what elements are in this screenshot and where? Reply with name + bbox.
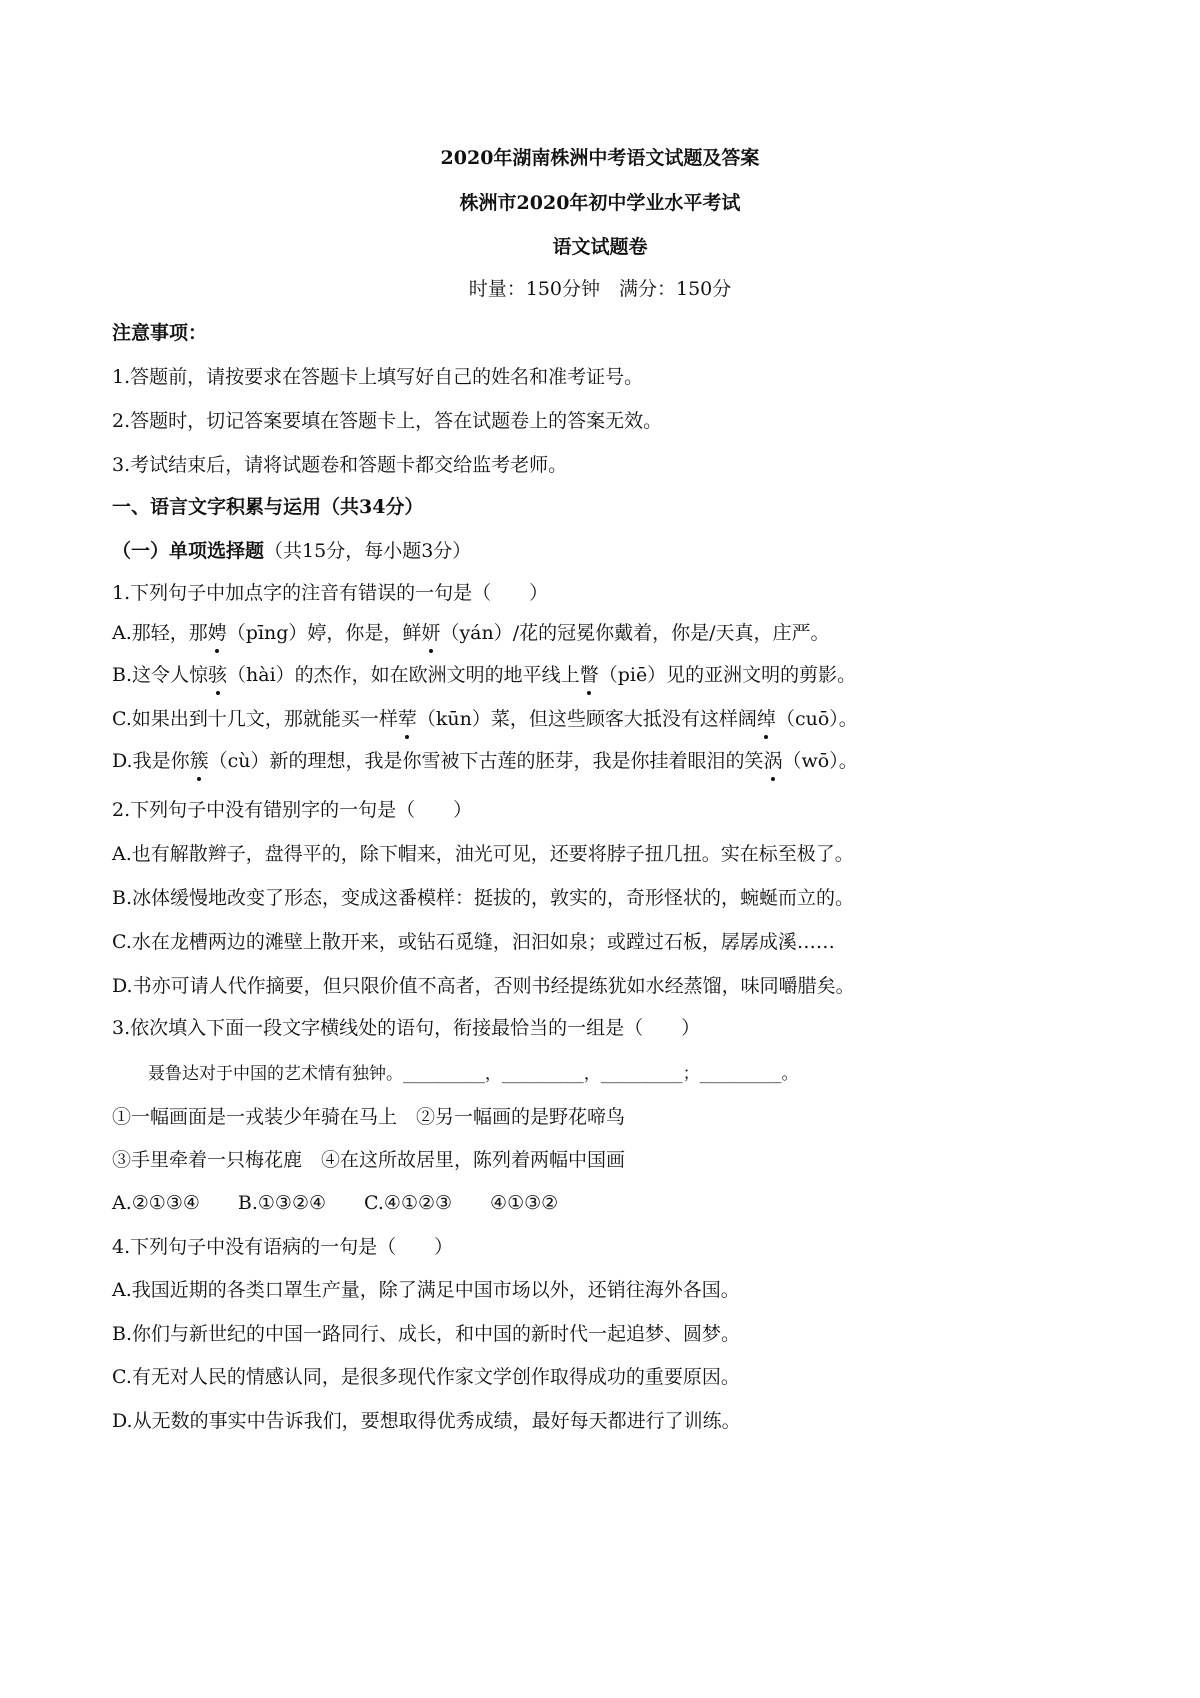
option-text: C.如果出到十几文，那就能买一样 <box>112 708 398 730</box>
dotted-char: 簇 <box>189 750 209 772</box>
part-title-note: （共15分，每小题3分） <box>264 540 472 562</box>
question-1-stem: 1.下列句子中加点字的注音有错误的一句是（ ） <box>112 582 549 604</box>
option-text: （wō）。 <box>782 750 858 772</box>
question-2-option-a: A.也有解散辫子，盘得平的，除下帽来，油光可见，还要将脖子扭几扭。实在标至极了。 <box>112 843 854 865</box>
question-4-option-d: D.从无数的事实中告诉我们，要想取得优秀成绩，最好每天都进行了训练。 <box>112 1410 741 1432</box>
question-4-option-a: A.我国近期的各类口罩生产量，除了满足中国市场以外，还销往海外各国。 <box>112 1279 740 1301</box>
note-item: 2.答题时，切记答案要填在答题卡上，答在试题卷上的答案无效。 <box>112 410 663 432</box>
dotted-char: 瞥 <box>579 664 599 686</box>
option-text: （hài）的杰作，如在欧洲文明的地平线上 <box>227 664 580 686</box>
dotted-char: 绰 <box>756 708 776 730</box>
part-title-label: （一）单项选择题 <box>112 540 265 562</box>
question-2-option-c: C.水在龙槽两边的滩壁上散开来，或钻石觅缝，汩汩如泉；或蹚过石板，孱孱成溪…… <box>112 931 835 953</box>
option-text: B.这令人惊 <box>112 664 209 686</box>
section-title: 一、语言文字积累与运用（共34分） <box>112 496 424 518</box>
note-item: 1.答题前，请按要求在答题卡上填写好自己的姓名和准考证号。 <box>112 366 644 388</box>
option-text: （kūn）菜，但这些顾客大抵没有这样阔 <box>416 708 757 730</box>
dotted-char: 娉 <box>207 622 227 644</box>
question-1-option-a <box>112 620 830 646</box>
question-1-option-c <box>112 706 858 732</box>
part-title <box>112 538 471 564</box>
dotted-char: 涡 <box>763 750 783 772</box>
note-item: 3.考试结束后，请将试题卷和答题卡都交给监考老师。 <box>112 454 568 476</box>
question-3-items: ③手里牵着一只梅花鹿 ④在这所故居里，陈列着两幅中国画 <box>112 1149 626 1171</box>
question-3-stem: 3.依次填入下面一段文字横线处的语句，衔接最恰当的一组是（ ） <box>112 1017 701 1039</box>
option-text: （pīng）婷，你是，鲜 <box>226 622 422 644</box>
dotted-char: 妍 <box>421 622 441 644</box>
question-4-stem: 4.下列句子中没有语病的一句是（ ） <box>112 1236 454 1258</box>
question-4-option-c: C.有无对人民的情感认同，是很多现代作家文学创作取得成功的重要原因。 <box>112 1366 740 1388</box>
question-3-items: ①一幅画面是一戎装少年骑在马上 ②另一幅画的是野花啼鸟 <box>112 1106 626 1128</box>
dotted-char: 骇 <box>208 664 228 686</box>
option-text: （cuō）。 <box>775 708 858 730</box>
question-3-options: A.②①③④ B.①③②④ C.④①②③ ④①③② <box>112 1192 559 1214</box>
option-text: D.我是你 <box>112 750 190 772</box>
option-text: （piē）见的亚洲文明的剪影。 <box>598 664 857 686</box>
option-text: （yán）/花的冠冕你戴着，你是/天真，庄严。 <box>440 622 830 644</box>
exam-subtitle: 株洲市2020年初中学业水平考试 <box>459 192 741 214</box>
option-text: A.那轻，那 <box>112 622 208 644</box>
question-3-passage: 聂鲁达对于中国的艺术情有独钟。________，________，________；________。 <box>148 1064 799 1084</box>
option-text: （cù）新的理想，我是你雪被下古莲的胚芽，我是你挂着眼泪的笑 <box>208 750 764 772</box>
question-2-option-b: B.冰体缓慢地改变了形态，变成这番模样：挺拔的，敦实的，奇形怪状的，蜿蜒而立的。 <box>112 887 855 909</box>
question-2-option-d: D.书亦可请人代作摘要，但只限价值不高者，否则书经提练犹如水经蒸馏，味同嚼腊矣。 <box>112 975 855 997</box>
question-1-option-d <box>112 748 858 774</box>
notes-heading: 注意事项： <box>112 322 208 344</box>
question-2-stem: 2.下列句子中没有错别字的一句是（ ） <box>112 799 473 821</box>
paper-name: 语文试题卷 <box>552 236 648 258</box>
exam-info: 时量：150分钟 满分：150分 <box>468 278 732 300</box>
dotted-char: 荤 <box>397 708 417 730</box>
question-1-option-b <box>112 662 856 688</box>
document-title: 2020年湖南株洲中考语文试题及答案 <box>440 147 760 169</box>
question-4-option-b: B.你们与新世纪的中国一路同行、成长，和中国的新时代一起追梦、圆梦。 <box>112 1323 741 1345</box>
